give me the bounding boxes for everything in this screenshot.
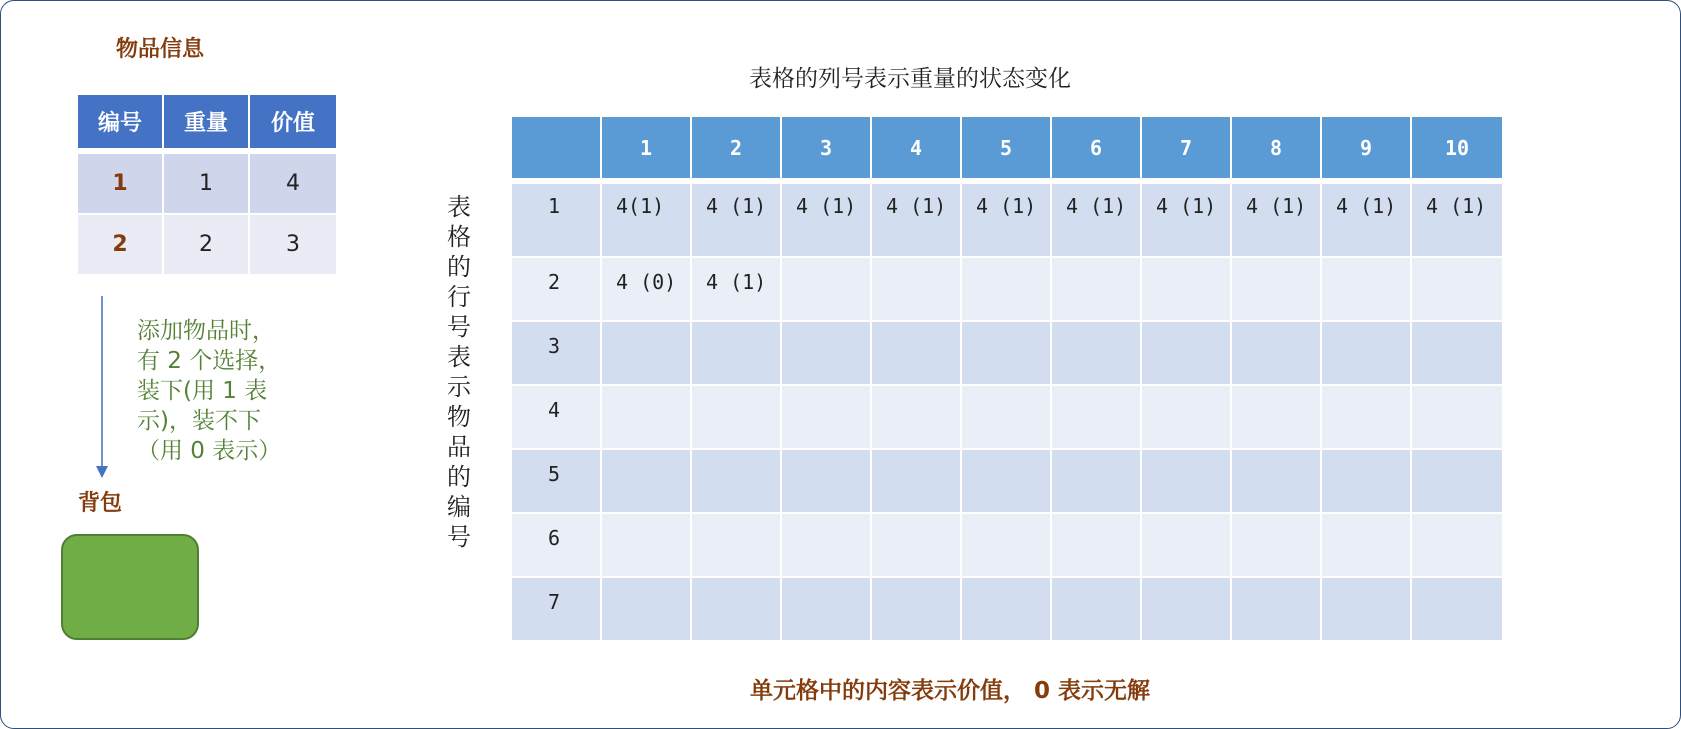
dp-cell: 4 (1) bbox=[1142, 184, 1232, 258]
dp-cell: 4 (1) bbox=[1412, 184, 1502, 258]
dp-row-number: 1 bbox=[512, 184, 602, 258]
items-table bbox=[78, 95, 336, 276]
dp-cell: 4 (1) bbox=[1322, 184, 1412, 258]
row-caption-char: 号 bbox=[447, 523, 471, 551]
dp-row bbox=[512, 258, 1502, 322]
dp-cell bbox=[692, 514, 782, 578]
dp-cell bbox=[602, 450, 692, 514]
dp-column-header: 6 bbox=[1052, 117, 1142, 184]
dp-cell bbox=[602, 578, 692, 642]
row-caption-char: 行 bbox=[447, 283, 471, 311]
dp-column-header: 3 bbox=[782, 117, 872, 184]
dp-cell bbox=[1232, 386, 1322, 450]
items-table-row bbox=[78, 154, 336, 215]
dp-column-header: 7 bbox=[1142, 117, 1232, 184]
dp-column-header: 1 bbox=[602, 117, 692, 184]
dp-cell: 4 (1) bbox=[1232, 184, 1322, 258]
dp-column-header: 2 bbox=[692, 117, 782, 184]
items-table-row bbox=[78, 215, 336, 276]
item-id-cell: 1 bbox=[78, 154, 164, 215]
dp-cell bbox=[1142, 514, 1232, 578]
item-value-cell: 3 bbox=[250, 215, 336, 276]
item-weight-cell: 1 bbox=[164, 154, 250, 215]
dp-cell bbox=[782, 578, 872, 642]
dp-cell bbox=[1322, 386, 1412, 450]
dp-row-number: 5 bbox=[512, 450, 602, 514]
dp-cell bbox=[872, 322, 962, 386]
row-caption-char: 格 bbox=[447, 223, 471, 251]
dp-cell bbox=[692, 450, 782, 514]
dp-cell bbox=[782, 258, 872, 322]
items-header-weight: 重量 bbox=[164, 95, 250, 154]
dp-cell: 4 (1) bbox=[872, 184, 962, 258]
down-arrow-icon bbox=[94, 296, 110, 479]
row-caption-char: 表 bbox=[447, 193, 471, 221]
row-caption-char: 示 bbox=[447, 373, 471, 401]
dp-cell bbox=[602, 386, 692, 450]
items-header-value: 价值 bbox=[250, 95, 336, 154]
dp-cell bbox=[1232, 514, 1322, 578]
choice-note bbox=[137, 316, 287, 466]
dp-cell bbox=[962, 386, 1052, 450]
dp-cell bbox=[962, 514, 1052, 578]
dp-cell bbox=[1052, 322, 1142, 386]
dp-corner-cell bbox=[512, 117, 602, 184]
dp-row bbox=[512, 184, 1502, 258]
row-caption-char: 物 bbox=[447, 403, 471, 431]
dp-row bbox=[512, 386, 1502, 450]
dp-cell bbox=[1322, 450, 1412, 514]
dp-table bbox=[512, 117, 1502, 642]
dp-column-header: 4 bbox=[872, 117, 962, 184]
dp-cell bbox=[1322, 258, 1412, 322]
dp-cell bbox=[1142, 450, 1232, 514]
dp-cell bbox=[1322, 322, 1412, 386]
dp-cell bbox=[1052, 450, 1142, 514]
dp-cell: 4 (1) bbox=[1052, 184, 1142, 258]
dp-cell bbox=[1052, 514, 1142, 578]
dp-cell bbox=[1142, 386, 1232, 450]
column-caption: 表格的列号表示重量的状态变化 bbox=[749, 66, 1071, 92]
backpack-box bbox=[61, 534, 199, 640]
dp-cell: 4 (1) bbox=[962, 184, 1052, 258]
dp-cell bbox=[1322, 514, 1412, 578]
dp-cell: 4 (1) bbox=[692, 258, 782, 322]
dp-cell bbox=[1142, 578, 1232, 642]
dp-cell bbox=[1232, 450, 1322, 514]
items-header-id: 编号 bbox=[78, 95, 164, 154]
dp-cell bbox=[1412, 322, 1502, 386]
dp-cell bbox=[1232, 578, 1322, 642]
dp-cell bbox=[872, 258, 962, 322]
dp-cell bbox=[1412, 578, 1502, 642]
item-id-cell: 2 bbox=[78, 215, 164, 276]
dp-row bbox=[512, 450, 1502, 514]
bag-label: 背包 bbox=[78, 491, 123, 516]
dp-cell: 4 (1) bbox=[692, 184, 782, 258]
dp-cell bbox=[1412, 258, 1502, 322]
dp-row bbox=[512, 514, 1502, 578]
dp-cell bbox=[872, 578, 962, 642]
dp-cell bbox=[1142, 258, 1232, 322]
dp-cell bbox=[1052, 578, 1142, 642]
items-panel-title: 物品信息 bbox=[116, 37, 205, 62]
dp-cell: 4 (1) bbox=[782, 184, 872, 258]
dp-row-number: 4 bbox=[512, 386, 602, 450]
row-caption-char: 表 bbox=[447, 343, 471, 371]
row-caption-char: 的 bbox=[447, 463, 471, 491]
dp-row-number: 6 bbox=[512, 514, 602, 578]
dp-column-header: 10 bbox=[1412, 117, 1502, 184]
dp-cell bbox=[1142, 322, 1232, 386]
choice-note-line: （用 0 表示） bbox=[137, 438, 282, 464]
dp-column-header: 9 bbox=[1322, 117, 1412, 184]
dp-cell bbox=[1412, 450, 1502, 514]
dp-cell bbox=[692, 578, 782, 642]
dp-cell bbox=[1232, 322, 1322, 386]
dp-cell bbox=[1412, 514, 1502, 578]
dp-cell bbox=[782, 450, 872, 514]
dp-cell bbox=[1052, 258, 1142, 322]
row-caption-char: 的 bbox=[447, 253, 471, 281]
dp-cell bbox=[602, 514, 692, 578]
dp-column-header: 8 bbox=[1232, 117, 1322, 184]
dp-cell bbox=[962, 578, 1052, 642]
dp-column-header: 5 bbox=[962, 117, 1052, 184]
dp-row bbox=[512, 578, 1502, 642]
dp-cell bbox=[872, 514, 962, 578]
dp-cell bbox=[962, 258, 1052, 322]
items-table-header-row bbox=[78, 95, 336, 154]
dp-cell bbox=[602, 322, 692, 386]
dp-cell bbox=[872, 386, 962, 450]
row-caption-char: 品 bbox=[447, 433, 471, 461]
dp-cell bbox=[1052, 386, 1142, 450]
choice-note-line: 添加物品时， bbox=[137, 318, 275, 344]
dp-cell bbox=[1412, 386, 1502, 450]
dp-row-number: 7 bbox=[512, 578, 602, 642]
item-weight-cell: 2 bbox=[164, 215, 250, 276]
dp-row bbox=[512, 322, 1502, 386]
dp-cell bbox=[782, 514, 872, 578]
choice-note-line: 有 2 个选择， bbox=[137, 348, 282, 374]
row-caption-char: 号 bbox=[447, 313, 471, 341]
choice-note-line: 装下(用 1 表 bbox=[137, 378, 268, 404]
row-caption-char: 编 bbox=[447, 493, 471, 521]
dp-cell bbox=[962, 450, 1052, 514]
item-value-cell: 4 bbox=[250, 154, 336, 215]
dp-cell bbox=[692, 322, 782, 386]
dp-cell bbox=[1322, 578, 1412, 642]
dp-cell: 4(1) bbox=[602, 184, 692, 258]
dp-cell bbox=[872, 450, 962, 514]
dp-header-row bbox=[512, 117, 1502, 184]
bottom-caption: 单元格中的内容表示价值， 0 表示无解 bbox=[749, 678, 1151, 704]
dp-cell: 4 (0) bbox=[602, 258, 692, 322]
dp-cell bbox=[692, 386, 782, 450]
dp-cell bbox=[1232, 258, 1322, 322]
dp-row-number: 3 bbox=[512, 322, 602, 386]
dp-cell bbox=[962, 322, 1052, 386]
dp-cell bbox=[782, 322, 872, 386]
row-caption bbox=[444, 192, 474, 552]
dp-row-number: 2 bbox=[512, 258, 602, 322]
choice-note-line: 示)，装不下 bbox=[137, 408, 261, 434]
dp-cell bbox=[782, 386, 872, 450]
